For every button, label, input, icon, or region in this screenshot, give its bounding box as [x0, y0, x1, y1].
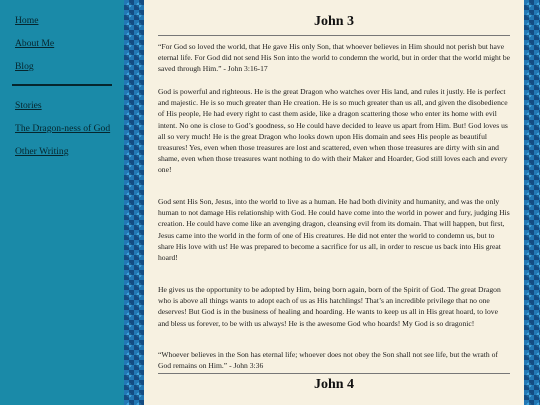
nav-divider	[12, 84, 112, 86]
title-rule	[158, 35, 510, 36]
nav-link-blog[interactable]: Blog	[15, 61, 34, 72]
paragraph-adoption: He gives us the opportunity to be adopted by Him, being born again, born of the Spirit of God. The great Dragon who is above all things wants to adopt each of us as His hatchlings! That’s an incredible privilege that no one deserves! But God is in the business of healing and hoarding. He wants to keep us all in His great hoard, to love and bless us forever, to be with us always! He is the awesome God who hoards! My God is so dragonic!	[158, 285, 501, 328]
paragraph-quote-intro: “For God so loved the world, that He gave His only Son, that whoever believes in Him should not perish but have eternal life. For God did not send His Son into the world to condemn the world, but in order that the world might be saved through Him.” - John 3:16-17	[158, 42, 510, 74]
section-rule	[158, 373, 510, 374]
nav-link-dragon-ness-of-god[interactable]: The Dragon-ness of God	[15, 123, 111, 134]
nav-link-about-me[interactable]: About Me	[15, 38, 55, 49]
paragraph-god-sent-son: God sent His Son, Jesus, into the world to live as a human. He had both divinity and humanity, and was the only human to not damage His relationship with God. He could have come into the world in power and fury, judging His creation. He could have come like an avenging dragon, cleansing evil from its domain. That will happen, but first, Jesus came into the world in the form of one of His creatures. He did not enter the world to condemn us, but to share His love with us! He was prepared to become a sacrifice for us all, in order to rescue us back into His great hoard!	[158, 197, 510, 263]
dragon-scale-border-right	[524, 0, 540, 405]
nav-link-home[interactable]: Home	[15, 15, 39, 26]
paragraph-quote-closing: “Whoever believes in the Son has eternal life; whoever does not obey the Son shall not see life, but the wrath of God remains on Him.” - John 3:36	[158, 350, 498, 371]
dragon-scale-border-left	[124, 0, 144, 405]
page-title: John 3	[313, 14, 355, 29]
paragraph-god-powerful: God is powerful and righteous. He is the great Dragon who watches over His land, and rules it justly. He is perfect and majestic. He is so much greater than He creation. He is so much greater than us all, and given the disobedience of His people, He had every right to cast them aside, like a dragon scattering those who enter its home with evil intent. No one is close to God’s goodness, so He could have decided to leave us apart from Him. But! God loves us all so very much! He is the great Dragon who looks down upon His domain and sees His people as beautiful treasures! Yes, even when those treasures are lost and scattered, even when those treasures are dirty with sin and shame, even when those treasures want nothing to do with their Maker and Hoarder, God still loves each and every one!	[158, 87, 508, 175]
nav-link-other-writing[interactable]: Other Writing	[15, 146, 69, 157]
main-content	[144, 0, 524, 405]
next-section-title: John 4	[313, 377, 355, 392]
sidebar-nav	[0, 0, 124, 405]
nav-link-stories[interactable]: Stories	[15, 100, 42, 111]
